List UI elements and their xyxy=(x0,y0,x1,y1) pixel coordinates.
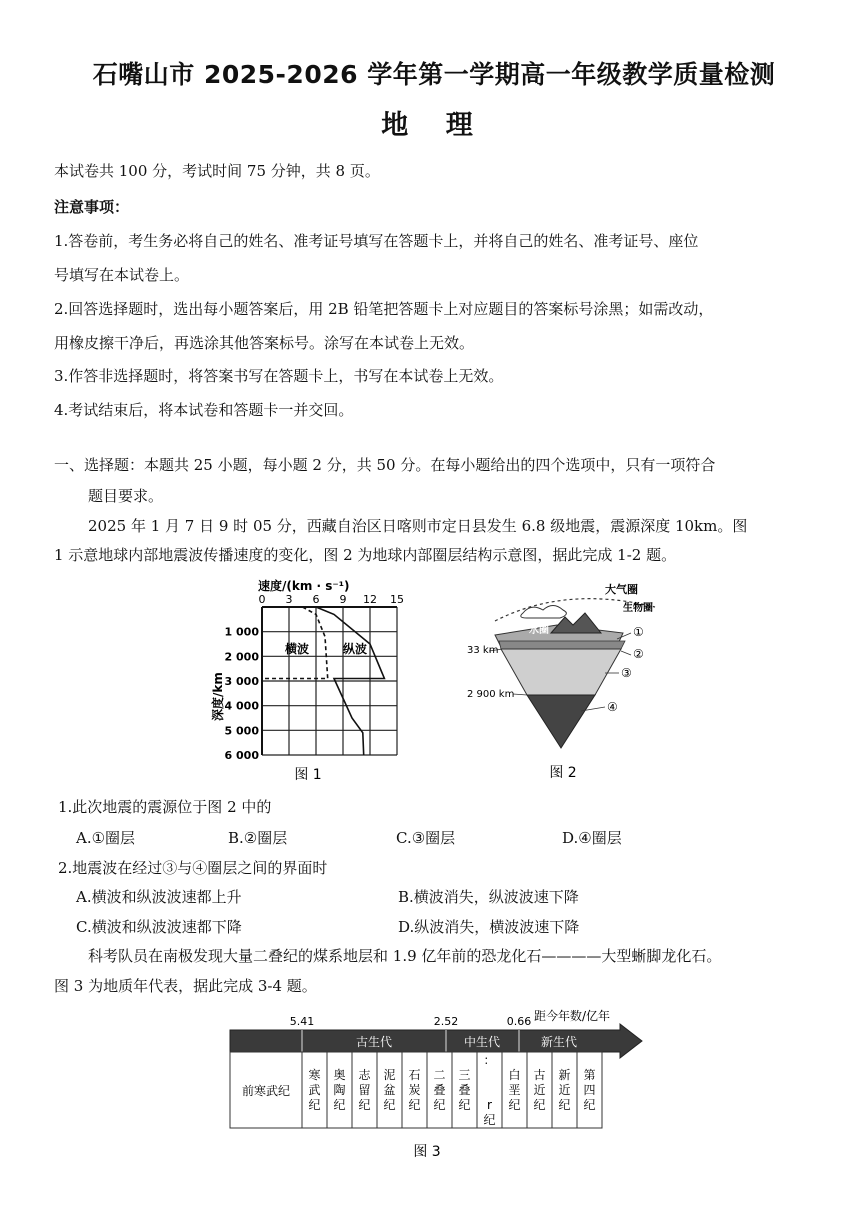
q2-option-d: D.纵波消失，横波波速下降 xyxy=(398,918,580,936)
figure1-wave-velocity-chart xyxy=(200,573,420,788)
fig1-p-wave-label: 纵波 xyxy=(343,642,368,656)
fig3-period-label: 三叠纪 xyxy=(458,1068,471,1112)
q1-option-c: C.③圈层 xyxy=(396,829,456,847)
fig2-cloud-icon xyxy=(521,606,567,619)
fig3-period-label: 二叠纪 xyxy=(433,1068,446,1112)
fig1-y-tick: 5 000 xyxy=(224,724,259,738)
q1-option-d: D.④圈层 xyxy=(562,829,622,847)
fig3-period-label: 泥盆纪 xyxy=(383,1068,396,1112)
subject-title: 地 理 xyxy=(381,110,487,141)
figure2-earth-spheres xyxy=(455,573,670,788)
q1-option-a: A.①圈层 xyxy=(76,829,136,847)
fig1-y-tick: 4 000 xyxy=(224,699,259,713)
fig2-caption: 图 2 xyxy=(549,765,577,781)
q2-option-b: B.横波消失，纵波波速下降 xyxy=(398,888,579,906)
passage2-line2: 图 3 为地质年代表，据此完成 3-4 题。 xyxy=(54,977,317,995)
fig3-era-mesozoic: 中生代 xyxy=(463,1035,501,1049)
exam-title: 石嘴山市 2025-2026 学年第一学期高一年级教学质量检测 xyxy=(92,60,776,89)
fig3-tick-2.52: 2.52 xyxy=(433,1015,459,1028)
fig1-y-tick: 3 000 xyxy=(224,675,259,688)
fig1-x-tick: 15 xyxy=(390,593,404,606)
fig2-atmosphere-label: 大气圈 xyxy=(605,583,638,596)
fig3-period-label: 古近纪 xyxy=(533,1068,546,1112)
fig3-tick-0.66: 0.66 xyxy=(506,1015,532,1028)
fig2-marker-1: ① xyxy=(633,625,644,639)
notice-item-3: 3.作答非选择题时，将答案书写在答题卡上，书写在本试卷上无效。 xyxy=(54,367,504,385)
fig3-period-label: 第四纪 xyxy=(583,1068,596,1112)
section1-heading-cont: 题目要求。 xyxy=(88,487,164,505)
fig2-marker-2: ② xyxy=(633,647,644,661)
fig1-s-wave-label: 横波 xyxy=(285,642,310,656)
fig3-period-label: 志留纪 xyxy=(358,1068,371,1112)
fig3-tick-5.41: 5.41 xyxy=(289,1015,315,1028)
intro-text: 本试卷共 100 分，考试时间 75 分钟，共 8 页。 xyxy=(54,162,380,180)
fig1-y-tick: 2 000 xyxy=(224,650,259,664)
fig3-period-label: 新近纪 xyxy=(558,1068,571,1112)
fig2-marker2-leader xyxy=(621,651,631,655)
notice-item-2-cont: 用橡皮擦干净后，再选涂其他答案标号。涂写在本试卷上无效。 xyxy=(54,334,475,352)
fig3-period-label: 石炭纪 xyxy=(408,1068,421,1112)
fig2-hydrosphere-label: 水圈 xyxy=(529,625,549,636)
fig1-y-ticks xyxy=(225,626,260,762)
fig2-crust-layer xyxy=(499,641,625,649)
notice-item-4: 4.考试结束后，将本试卷和答题卡一并交回。 xyxy=(54,401,354,419)
fig3-era-paleozoic: 古生代 xyxy=(355,1035,393,1049)
passage1-line1: 2025 年 1 月 7 日 9 时 05 分，西藏自治区日喀则市定日县发生 6.8 级地震，震源深度 10km。图 xyxy=(88,517,748,535)
notice-item-1: 1.答卷前，考生务必将自己的姓名、准考证号填写在答题卡上，并将自己的姓名、准考证号、座位 xyxy=(54,232,699,250)
q1-option-b: B.②圈层 xyxy=(228,829,288,847)
fig3-period-label: 白垩纪 xyxy=(508,1068,521,1112)
fig2-marker-4: ④ xyxy=(607,700,618,714)
fig2-core-layer xyxy=(527,695,595,748)
q1-stem: 1.此次地震的震源位于图 2 中的 xyxy=(58,798,272,816)
fig1-x-tick: 6 xyxy=(312,593,320,606)
fig2-marker-3: ③ xyxy=(621,666,632,680)
fig2-depth2-label: 2 900 km xyxy=(467,689,515,700)
fig3-era-cenozoic: 新生代 xyxy=(540,1035,578,1049)
fig1-x-axis-label: 速度/(km · s⁻¹) xyxy=(258,579,350,593)
fig3-period-label: ： r 纪 xyxy=(483,1053,496,1127)
fig3-period-label: 寒武纪 xyxy=(308,1068,321,1112)
fig1-x-tick: 9 xyxy=(339,593,347,606)
figure3-geologic-timescale xyxy=(222,1004,652,1164)
fig1-x-tick: 3 xyxy=(285,593,293,606)
notice-item-1-cont: 号填写在本试卷上。 xyxy=(54,266,190,284)
fig1-y-axis-label: 深度/km xyxy=(211,672,225,721)
fig2-biosphere-label: 生物圈 xyxy=(623,603,653,614)
fig1-x-ticks xyxy=(259,593,405,606)
fig1-x-tick: 0 xyxy=(258,593,266,606)
fig1-caption: 图 1 xyxy=(294,767,322,783)
q2-option-a: A.横波和纵波波速都上升 xyxy=(76,888,242,906)
section1-heading: 一、选择题：本题共 25 小题，每小题 2 分，共 50 分。在每小题给出的四个选项中，只有一项符合 xyxy=(54,456,716,474)
q2-option-c: C.横波和纵波波速都下降 xyxy=(76,918,242,936)
passage2-line1: 科考队员在南极发现大量二叠纪的煤系地层和 1.9 亿年前的恐龙化石————大型蜥脚龙化石。 xyxy=(88,947,722,965)
fig1-y-tick: 1 000 xyxy=(224,625,259,639)
fig3-precambrian: 前寒武纪 xyxy=(241,1084,291,1098)
notice-heading: 注意事项： xyxy=(54,198,130,216)
fig3-period-label: 奥陶纪 xyxy=(333,1068,346,1112)
fig1-x-tick: 12 xyxy=(363,593,377,606)
fig2-depth1-label: 33 km xyxy=(467,645,499,656)
fig3-caption: 图 3 xyxy=(413,1144,441,1160)
fig2-mantle-layer xyxy=(501,649,621,695)
fig2-depth2-leader xyxy=(513,694,527,695)
notice-item-2: 2.回答选择题时，选出每小题答案后，用 2B 铅笔把答题卡上对应题目的答案标号涂黑；如需改动， xyxy=(54,300,714,318)
passage1-line2: 1 示意地球内部地震波传播速度的变化，图 2 为地球内部圈层结构示意图，据此完成 1-2 题。 xyxy=(54,546,677,564)
q2-stem: 2.地震波在经过③与④圈层之间的界面时 xyxy=(58,859,328,877)
fig3-axis-label: 距今年数/亿年 xyxy=(534,1009,611,1023)
fig1-y-tick: 6 000 xyxy=(224,749,259,762)
fig1-grid xyxy=(262,607,397,755)
